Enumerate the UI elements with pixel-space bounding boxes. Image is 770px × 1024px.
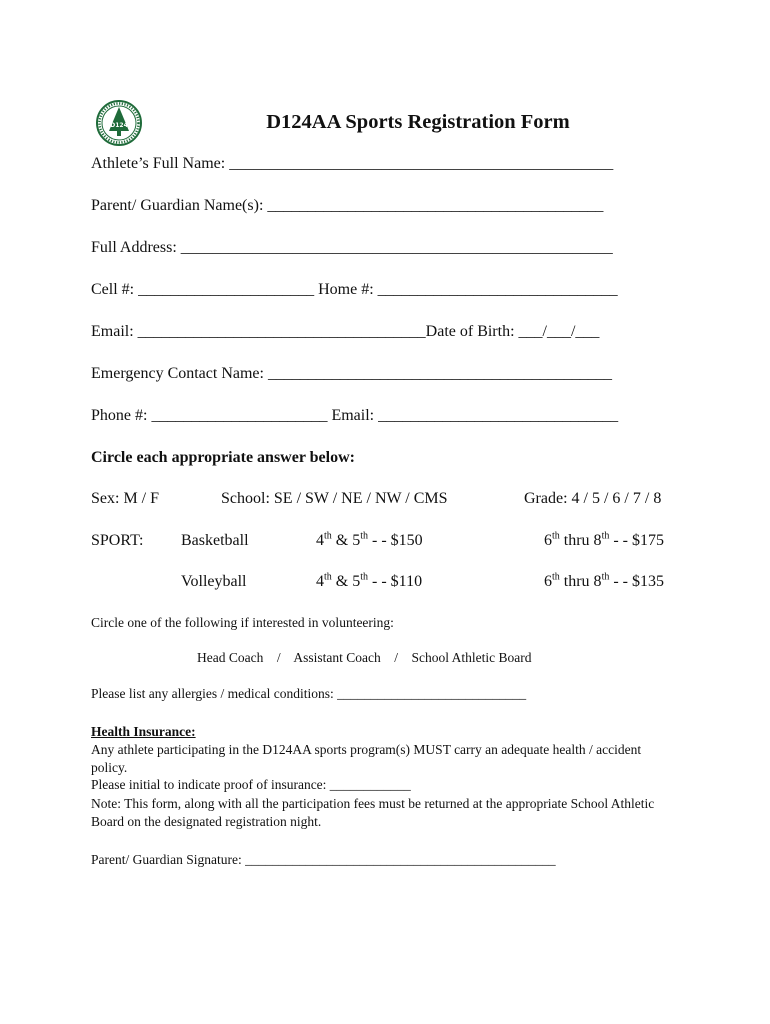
school-choice[interactable]: School: SE / SW / NE / NW / CMS [221, 490, 448, 507]
circle-heading: Circle each appropriate answer below: [91, 449, 355, 466]
cell-home-field[interactable]: Cell #: ______________________ Home #: ______________________________ [91, 281, 618, 298]
sport-basketball[interactable]: Basketball [181, 532, 249, 549]
emergency-contact-field[interactable]: Emergency Contact Name: ___________________________________________ [91, 365, 612, 382]
form-title: D124AA Sports Registration Form [266, 111, 570, 133]
sport-volleyball[interactable]: Volleyball [181, 573, 247, 590]
allergies-field[interactable]: Please list any allergies / medical conditions: ____________________________ [91, 686, 527, 701]
volunteer-options[interactable]: Head Coach / Assistant Coach / School Athletic Board [197, 650, 532, 665]
sex-choice[interactable]: Sex: M / F [91, 490, 160, 507]
return-note: Note: This form, along with all the participation fees must be returned at the appropriate School Athletic Board on the designated registration night. [91, 796, 655, 829]
health-insurance-heading: Health Insurance: [91, 724, 196, 739]
grade-choice[interactable]: Grade: 4 / 5 / 6 / 7 / 8 [524, 490, 662, 507]
basketball-4-5-price[interactable]: 4th & 5th - - $150 [316, 530, 423, 549]
volleyball-4-5-price[interactable]: 4th & 5th - - $110 [316, 571, 423, 590]
signature-field[interactable]: Parent/ Guardian Signature: ______________________________________________ [91, 852, 556, 867]
logo-text: D124 [110, 122, 128, 129]
email-dob-field[interactable]: Email: ____________________________________Date of Birth: ___/___/___ [91, 323, 600, 340]
address-field[interactable]: Full Address: ______________________________________________________ [91, 239, 613, 256]
insurance-initial-field[interactable]: Please initial to indicate proof of insurance: ____________ [91, 777, 411, 792]
volunteer-prompt: Circle one of the following if interested in volunteering: [91, 615, 394, 630]
athlete-name-field[interactable]: Athlete’s Full Name: ________________________________________________ [91, 155, 614, 172]
insurance-requirement: Any athlete participating in the D124AA sports program(s) MUST carry an adequate health / accident policy. [91, 742, 642, 775]
volleyball-6-8-price[interactable]: 6th thru 8th - - $135 [544, 571, 664, 590]
sport-label: SPORT: [91, 532, 144, 549]
phone-email-field[interactable]: Phone #: ______________________ Email: ______________________________ [91, 407, 619, 424]
parent-name-field[interactable]: Parent/ Guardian Name(s): __________________________________________ [91, 197, 604, 214]
basketball-6-8-price[interactable]: 6th thru 8th - - $175 [544, 530, 664, 549]
